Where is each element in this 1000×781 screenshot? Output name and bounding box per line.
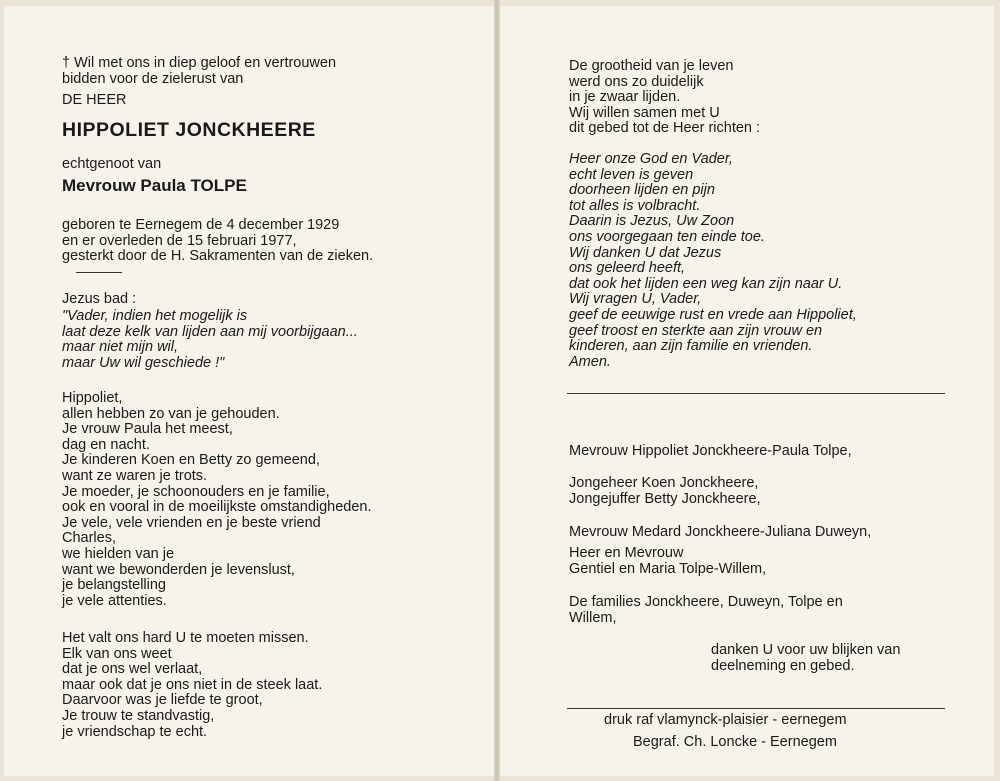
tribute-line: Charles,	[62, 530, 116, 547]
right-intro-line: De grootheid van je leven	[569, 58, 734, 74]
closing-line: Het valt ons hard U te moeten missen.	[62, 630, 309, 646]
closing-line: dat je ons wel verlaat,	[62, 661, 203, 678]
thanks-line: danken U voor uw blijken van	[711, 642, 901, 658]
prayer-line: dat ook het lijden een weg kan zijn naar U.	[569, 275, 843, 292]
right-intro-line: dit gebed tot de Heer richten :	[569, 120, 761, 137]
tribute-line: allen hebben zo van je gehouden.	[62, 405, 280, 422]
closing-line: Je trouw te standvastig,	[62, 707, 215, 724]
printer-credit: druk raf vlamynck-plaisier - eernegem	[604, 712, 847, 728]
prayer-line: ons geleerd heeft,	[569, 260, 686, 277]
prayer-line: echt leven is geven	[569, 166, 694, 183]
right-intro-line: werd ons zo duidelijk	[569, 73, 704, 90]
widow-line: Mevrouw Hippoliet Jonckheere-Paula Tolpe,	[569, 443, 852, 459]
child-line: Jongeheer Koen Jonckheere,	[569, 475, 759, 491]
spouse-name: Mevrouw Paula TOLPE	[62, 176, 247, 195]
prayer-line: kinderen, aan zijn familie en vrienden.	[569, 338, 813, 355]
tribute-line: Je vele, vele vrienden en je beste vriend	[62, 514, 321, 531]
prayer-line: Wij danken U dat Jezus	[569, 244, 722, 261]
child-line: Jongejuffer Betty Jonckheere,	[569, 490, 761, 507]
tribute-line: want we bewonderden je levenslust,	[62, 561, 295, 578]
tribute-line: Je kinderen Koen en Betty zo gemeend,	[62, 452, 320, 469]
families-lines	[569, 595, 843, 626]
right-intro-text	[569, 59, 760, 137]
intro-line: † Wil met ons in diep geloof en vertrouwen	[62, 55, 337, 71]
tribute-line: je vele attenties.	[62, 592, 167, 609]
tribute-line: Je vrouw Paula het meest,	[62, 421, 233, 438]
prayer-line: Daarin is Jezus, Uw Zoon	[569, 213, 735, 230]
tribute-line: ook en vooral in de moeilijkste omstandigheden.	[62, 499, 372, 516]
date-line: en er overleden de 15 februari 1977,	[62, 232, 297, 249]
intro-line: DE HEER	[62, 92, 127, 109]
closing-line: je vriendschap te echt.	[62, 723, 208, 740]
dates-text	[62, 218, 373, 265]
prayer-divider	[567, 393, 945, 394]
prayer-line: geef troost en sterkte aan zijn vrouw en	[569, 322, 823, 339]
families-line: Willem,	[569, 609, 617, 626]
children-lines	[569, 476, 761, 507]
tribute-line: Hippoliet,	[62, 390, 123, 406]
tribute-line: we hielden van je	[62, 545, 175, 562]
closing-line: Elk van ons weet	[62, 645, 172, 662]
in-laws-lines	[569, 546, 766, 577]
families-line: De families Jonckheere, Duweyn, Tolpe en	[569, 594, 843, 610]
in-laws-line: Gentiel en Maria Tolpe-Willem,	[569, 560, 767, 577]
right-intro-line: Wij willen samen met U	[569, 104, 720, 121]
gospel-quote	[62, 309, 358, 371]
closing-line: maar ook dat je ons niet in de steek laat.	[62, 676, 323, 693]
prayer-line: ons voorgegaan ten einde toe.	[569, 228, 765, 245]
quote-line: "Vader, indien het mogelijk is	[62, 308, 248, 324]
quote-line: laat deze kelk van lijden aan mij voorbijgaan...	[62, 323, 358, 340]
deceased-name: HIPPOLIET JONCKHEERE	[62, 119, 316, 141]
prayer-text	[569, 152, 857, 370]
thanks-text	[711, 643, 900, 674]
date-line: geboren te Eernegem de 4 december 1929	[62, 217, 340, 233]
prayer-line: doorheen lijden en pijn	[569, 182, 715, 199]
tribute-line: Je moeder, je schoonouders en je familie,	[62, 483, 330, 500]
thanks-line: deelneming en gebed.	[711, 657, 855, 674]
jezus-bad-label: Jezus bad :	[62, 291, 137, 307]
mother-line: Mevrouw Medard Jonckheere-Juliana Duweyn,	[569, 524, 872, 540]
undertaker-credit: Begraf. Ch. Loncke - Eernegem	[633, 734, 837, 750]
prayer-line: Heer onze God en Vader,	[569, 151, 733, 167]
right-intro-line: in je zwaar lijden.	[569, 89, 681, 106]
short-divider	[76, 272, 122, 273]
spouse-label: echtgenoot van	[62, 156, 162, 172]
intro-line: bidden voor de zielerust van	[62, 70, 244, 87]
prayer-line: tot alles is volbracht.	[569, 197, 701, 214]
tribute-text	[62, 391, 372, 609]
quote-line: maar Uw wil geschiede !"	[62, 354, 225, 371]
prayer-line: Wij vragen U, Vader,	[569, 291, 702, 308]
tribute-line: dag en nacht.	[62, 436, 150, 453]
prayer-line: geef de eeuwige rust en vrede aan Hippoliet,	[569, 306, 857, 323]
prayer-line: Amen.	[569, 353, 611, 370]
quote-line: maar niet mijn wil,	[62, 339, 179, 356]
tribute-line: je belangstelling	[62, 577, 166, 594]
in-laws-line: Heer en Mevrouw	[569, 545, 684, 561]
date-line: gesterkt door de H. Sakramenten van de zieken.	[62, 248, 374, 265]
card-fold	[494, 0, 500, 781]
intro-text	[62, 56, 336, 109]
footer-divider	[567, 708, 945, 709]
closing-line: Daarvoor was je liefde te groot,	[62, 692, 263, 709]
tribute-line: want ze waren je trots.	[62, 467, 208, 484]
closing-text	[62, 631, 322, 740]
